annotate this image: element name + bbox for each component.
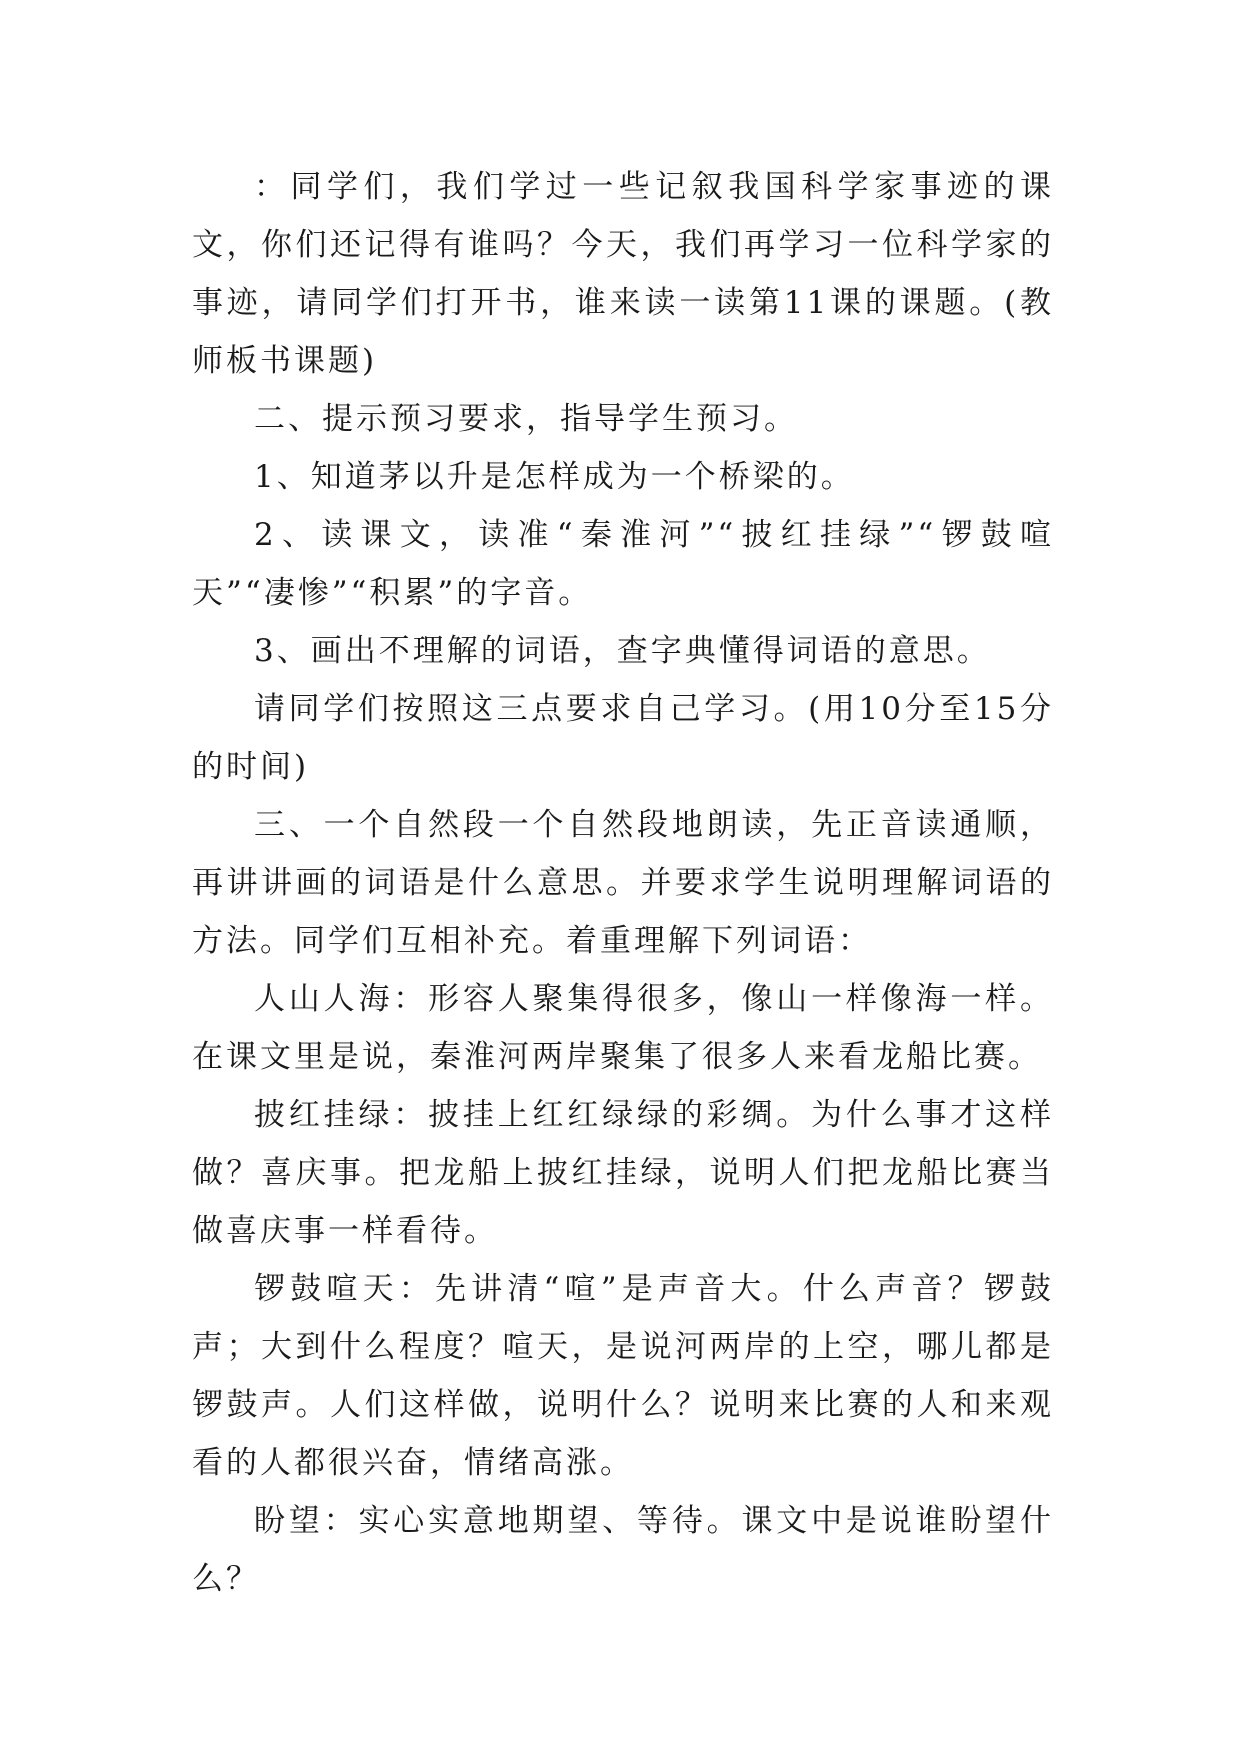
paragraph-requirement-2: 2、读课文，读准“秦淮河”“披红挂绿”“锣鼓喧天”“凄惨”“积累”的字音。 (192, 517, 1054, 611)
paragraph-self-study: 请同学们按照这三点要求自己学习。(用10分至15分的时间) (192, 691, 1054, 785)
paragraph-requirement-1: 1、知道茅以升是怎样成为一个桥梁的。 (254, 459, 855, 495)
paragraph-term-renshanrenhai: 人山人海：形容人聚集得很多，像山一样像海一样。在课文里是说，秦淮河两岸聚集了很多人来看龙船比赛。 (192, 981, 1054, 1075)
document-body (192, 158, 1054, 1608)
paragraph-term-panwang: 盼望：实心实意地期望、等待。课文中是说谁盼望什么？ (192, 1503, 1054, 1597)
paragraph-section-two-heading: 二、提示预习要求，指导学生预习。 (254, 401, 798, 437)
paragraph-term-luoguxuantian: 锣鼓喧天：先讲清“喧”是声音大。什么声音？锣鼓声；大到什么程度？喧天，是说河两岸的上空，哪儿都是锣鼓声。人们这样做，说明什么？说明来比赛的人和来观看的人都很兴奋，情绪高涨。 (192, 1271, 1054, 1481)
paragraph-section-three: 三、一个自然段一个自然段地朗读，先正音读通顺，再讲讲画的词语是什么意思。并要求学生说明理解词语的方法。同学们互相补充。着重理解下列词语： (192, 807, 1054, 959)
paragraph-term-pihongguali: 披红挂绿：披挂上红红绿绿的彩绸。为什么事才这样做？喜庆事。把龙船上披红挂绿，说明人们把龙船比赛当做喜庆事一样看待。 (192, 1097, 1054, 1249)
paragraph-intro: ：同学们，我们学过一些记叙我国科学家事迹的课文，你们还记得有谁吗？今天，我们再学习一位科学家的事迹，请同学们打开书，谁来读一读第11课的课题。(教师板书课题) (192, 169, 1054, 379)
paragraph-requirement-3: 3、画出不理解的词语，查字典懂得词语的意思。 (254, 633, 991, 669)
